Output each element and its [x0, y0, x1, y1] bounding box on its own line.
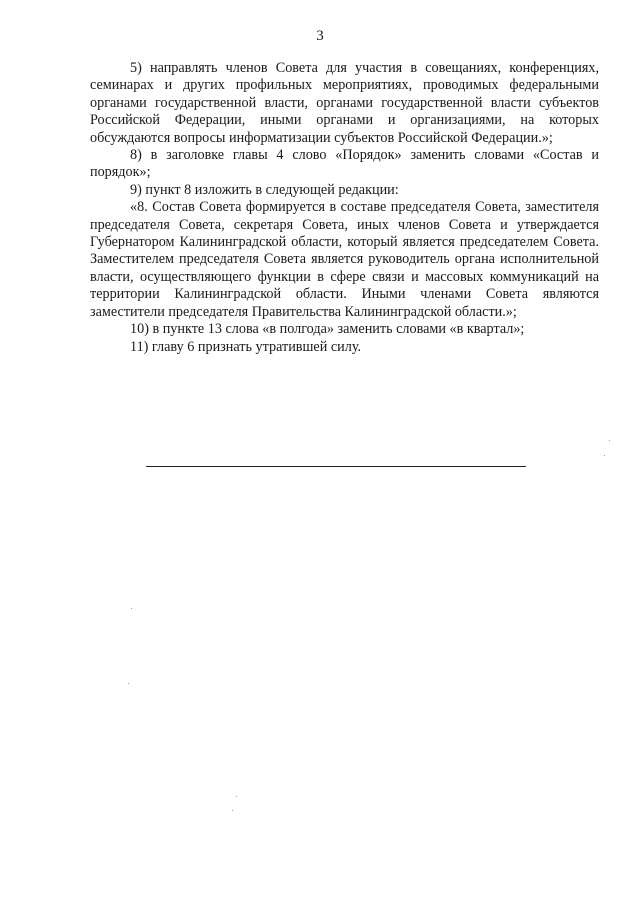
- end-divider-line: [146, 466, 526, 467]
- scan-speck: [236, 796, 237, 797]
- scan-speck: [604, 455, 605, 456]
- paragraph-item-11: 11) главу 6 признать утратившей силу.: [130, 338, 362, 355]
- scan-speck: [131, 608, 132, 609]
- document-body: [90, 60, 599, 356]
- paragraph-item-5: 5) направлять членов Совета для участия в совещаниях, конференциях, семинарах и других профильных мероприятиях, проводимых федеральными органами государственной власти, органами государственной власти субъектов Российской Федерации, иными органами и организациями, на которых обсуждаются вопросы информатизации субъектов Российской Федерации.»;: [90, 60, 599, 146]
- paragraph-point-8-text: «8. Состав Совета формируется в составе председателя Совета, заместителя председателя Совета, секретаря Совета, иных членов Совета и утверждается Губернатором Калининградской области, который является председателем Совета. Заместителем председателя Совета является руководитель органа исполнительной власти, осуществляющего функции в сфере связи и массовых коммуникаций на территории Калининградской области. Иными членами Совета являются заместители председателя Правительства Калининградской области.»;: [90, 199, 599, 320]
- page-number: 3: [316, 28, 324, 44]
- paragraph-item-8: 8) в заголовке главы 4 слово «Порядок» заменить словами «Состав и порядок»;: [90, 147, 599, 181]
- scan-speck: [232, 810, 233, 811]
- paragraph-item-10: 10) в пункте 13 слова «в полгода» заменить словами «в квартал»;: [130, 321, 525, 338]
- scan-speck: [128, 683, 129, 684]
- scan-speck: [609, 440, 610, 441]
- paragraph-item-9: 9) пункт 8 изложить в следующей редакции:: [130, 181, 399, 198]
